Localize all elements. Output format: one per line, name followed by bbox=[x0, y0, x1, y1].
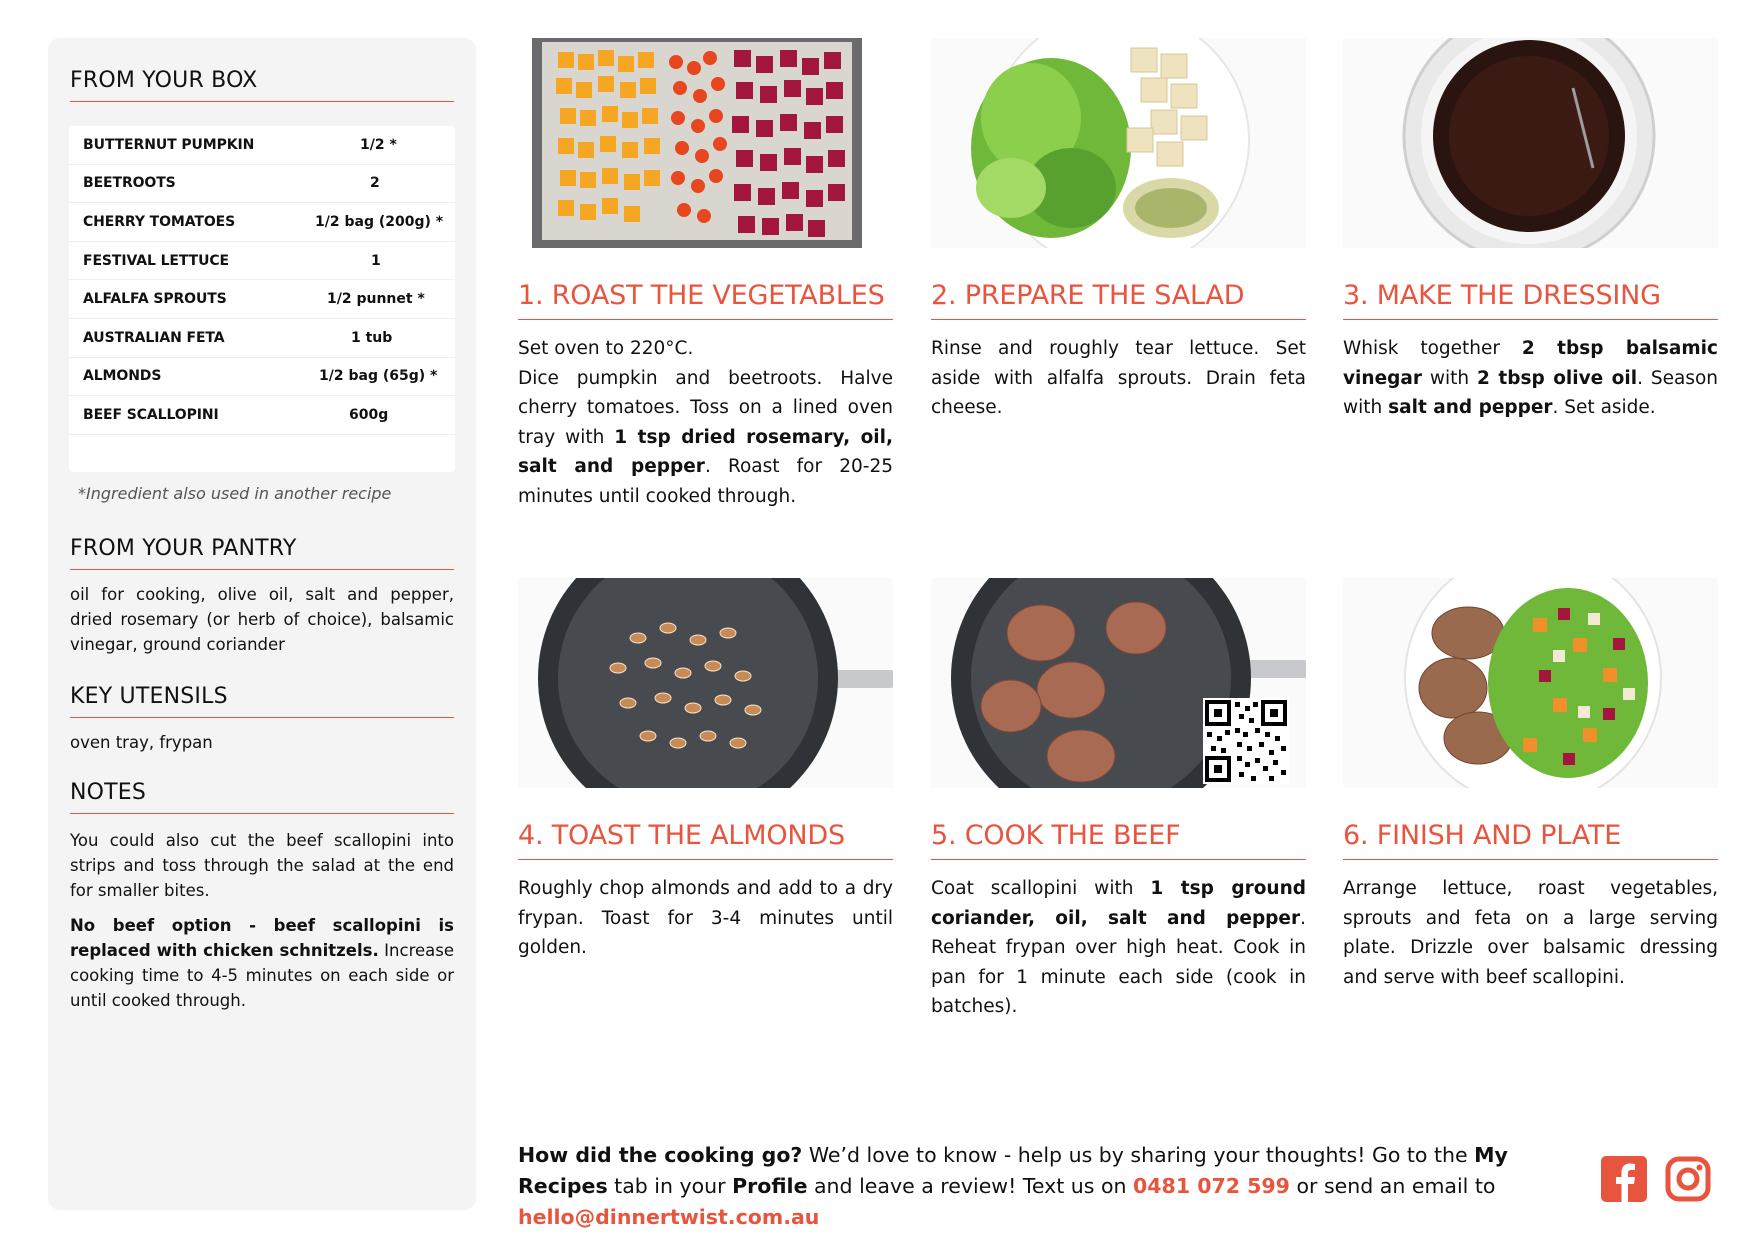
footer-text: tab in your bbox=[607, 1174, 733, 1198]
text-run: with bbox=[1421, 367, 1478, 389]
ingredient-qty: 1/2 bag (200g) * bbox=[315, 213, 444, 230]
step-text bbox=[518, 364, 893, 512]
ingredient-name: BUTTERNUT PUMPKIN bbox=[83, 136, 255, 153]
ingredient-qty: 1 tub bbox=[351, 329, 393, 346]
table-row bbox=[69, 126, 455, 165]
text-bold: 1 tsp dried rosemary, oil, salt and pepper bbox=[518, 426, 894, 477]
notes-paragraph: You could also cut the beef scallopini into strips and toss through the salad at the end for smaller bites. bbox=[70, 831, 454, 900]
plated-dish-image bbox=[1343, 578, 1718, 788]
my-recipes-link[interactable]: My Recipes bbox=[518, 1143, 1508, 1198]
ingredient-footnote: *Ingredient also used in another recipe bbox=[78, 484, 392, 503]
ingredient-name: AUSTRALIAN FETA bbox=[83, 329, 225, 346]
footer-text: and leave a review! Text us on bbox=[807, 1174, 1134, 1198]
ingredient-qty: 1/2 bag (65g) * bbox=[319, 368, 438, 385]
text-bold: 2 tbsp olive oil bbox=[1477, 367, 1638, 389]
key-utensils-title: KEY UTENSILS bbox=[70, 684, 454, 718]
step-title: 2. PREPARE THE SALAD bbox=[931, 280, 1306, 320]
facebook-icon[interactable] bbox=[1601, 1156, 1647, 1202]
step-4 bbox=[518, 578, 893, 963]
from-your-box-title: FROM YOUR BOX bbox=[70, 68, 454, 102]
from-your-pantry-title: FROM YOUR PANTRY bbox=[70, 536, 454, 570]
footer-question: How did the cooking go? bbox=[518, 1143, 803, 1167]
ingredient-qty: 600g bbox=[349, 406, 389, 423]
ingredient-qty: 1 bbox=[371, 252, 381, 269]
text-run: Coat scallopini with bbox=[931, 878, 1151, 899]
step-1 bbox=[518, 38, 893, 511]
salad-image bbox=[931, 38, 1306, 248]
almonds-image bbox=[518, 578, 893, 788]
text-run: Dice pumpkin and beetroots. Halve cherry tomatoes. Toss on a lined oven tray with bbox=[518, 367, 893, 448]
table-row bbox=[69, 319, 455, 358]
table-row bbox=[69, 242, 455, 281]
text-bold: salt and pepper bbox=[1388, 397, 1553, 418]
footer-text: We’d love to know - help us by sharing your thoughts! Go to the bbox=[802, 1143, 1475, 1167]
ingredient-name: CHERRY TOMATOES bbox=[83, 213, 236, 230]
ingredient-qty: 2 bbox=[370, 175, 380, 192]
pantry-text: oil for cooking, olive oil, salt and pepper, dried rosemary (or herb of choice), balsamic vinegar, ground coriander bbox=[70, 585, 454, 654]
phone-link[interactable]: 0481 072 599 bbox=[1133, 1174, 1290, 1198]
step-title: 1. ROAST THE VEGETABLES bbox=[518, 280, 893, 320]
profile-link[interactable]: Profile bbox=[732, 1174, 808, 1198]
utensils-text: oven tray, frypan bbox=[70, 733, 213, 752]
notes-bold: No beef option - beef scallopini is replaced with chicken schnitzels. bbox=[70, 916, 454, 960]
text-bold: 2 tbsp balsamic vinegar bbox=[1343, 338, 1718, 389]
notes-rest: Increase cooking time to 4-5 minutes on each side or until cooked through. bbox=[70, 941, 454, 1010]
dressing-image bbox=[1343, 38, 1718, 248]
step-text: Set oven to 220°C. bbox=[518, 338, 694, 359]
step-body bbox=[518, 334, 893, 511]
step-title: 5. COOK THE BEEF bbox=[931, 820, 1306, 860]
ingredient-name: BEETROOTS bbox=[83, 175, 176, 192]
step-6 bbox=[1343, 578, 1718, 992]
qr-code-icon[interactable] bbox=[1203, 698, 1289, 784]
ingredient-qty: 1/2 punnet * bbox=[327, 291, 425, 308]
text-bold: 1 tsp ground coriander, oil, salt and pepper bbox=[931, 878, 1306, 929]
step-body: Arrange lettuce, roast vegetables, sprouts and feta on a large serving plate. Drizzle over balsamic dressing and serve with beef scallopini. bbox=[1343, 878, 1718, 988]
step-body: Rinse and roughly tear lettuce. Set aside with alfalfa sprouts. Drain feta cheese. bbox=[931, 338, 1306, 418]
step-body: Roughly chop almonds and add to a dry frypan. Toast for 3-4 minutes until golden. bbox=[518, 878, 893, 958]
step-body bbox=[931, 874, 1306, 1022]
beef-image bbox=[931, 578, 1306, 788]
ingredient-name: BEEF SCALLOPINI bbox=[83, 406, 219, 423]
ingredients-table bbox=[69, 126, 455, 472]
text-run: . Season with bbox=[1343, 367, 1718, 418]
roast-vegetables-image bbox=[518, 38, 893, 248]
step-title: 6. FINISH AND PLATE bbox=[1343, 820, 1718, 860]
text-run: Whisk together bbox=[1343, 338, 1522, 359]
ingredient-name: ALMONDS bbox=[83, 368, 162, 385]
table-row bbox=[69, 280, 455, 319]
step-title: 4. TOAST THE ALMONDS bbox=[518, 820, 893, 860]
table-row bbox=[69, 165, 455, 204]
ingredients-sidebar bbox=[48, 38, 476, 1210]
step-3 bbox=[1343, 38, 1718, 423]
ingredient-name: FESTIVAL LETTUCE bbox=[83, 252, 229, 269]
text-run: . Set aside. bbox=[1552, 397, 1656, 418]
instagram-icon[interactable] bbox=[1665, 1156, 1711, 1202]
footer-text: or send an email to bbox=[1289, 1174, 1496, 1198]
table-row bbox=[69, 358, 455, 397]
ingredient-name: ALFALFA SPROUTS bbox=[83, 291, 227, 308]
notes-paragraph-no-beef bbox=[70, 913, 454, 1013]
step-title: 3. MAKE THE DRESSING bbox=[1343, 280, 1718, 320]
ingredient-qty: 1/2 * bbox=[360, 136, 397, 153]
text-run: . Reheat frypan over high heat. Cook in pan for 1 minute each side (cook in batches). bbox=[931, 907, 1306, 1017]
step-body bbox=[1343, 334, 1718, 423]
email-link[interactable]: hello@dinnertwist.com.au bbox=[518, 1205, 820, 1229]
table-row bbox=[69, 396, 455, 435]
text-run: . Roast for 20-25 minutes until cooked through. bbox=[518, 456, 894, 507]
feedback-footer bbox=[518, 1140, 1578, 1233]
notes-title: NOTES bbox=[70, 780, 454, 814]
notes-text bbox=[70, 828, 454, 1013]
table-row bbox=[69, 203, 455, 242]
step-2 bbox=[931, 38, 1306, 423]
step-5 bbox=[931, 578, 1306, 1022]
